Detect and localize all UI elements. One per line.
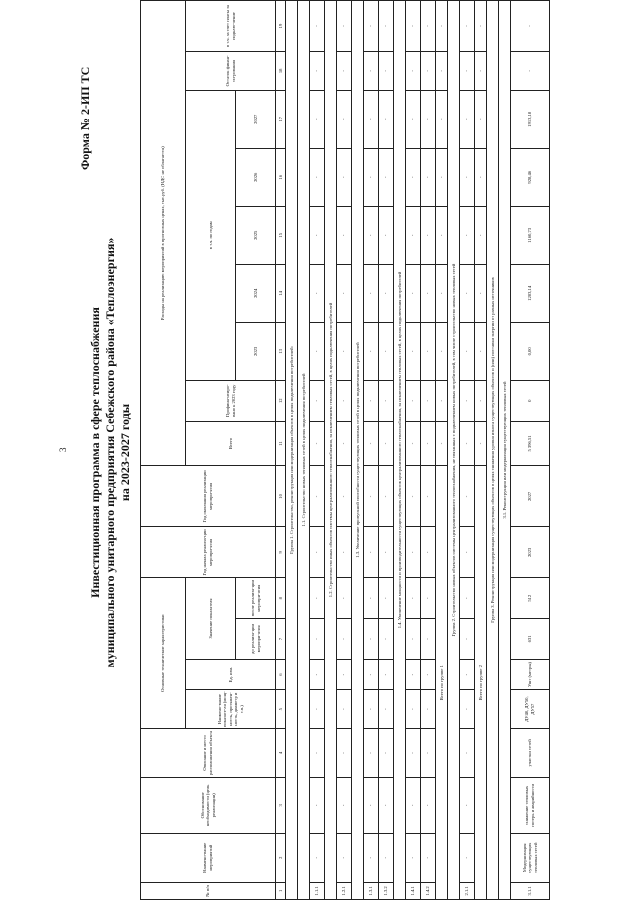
cell: - (364, 206, 379, 264)
cell: - (406, 690, 421, 729)
cell: - (406, 421, 421, 466)
col-name: Наимено-вание мероприятий (141, 833, 276, 882)
cell: - (406, 527, 421, 578)
col-number: 17 (276, 90, 286, 148)
cell: - (379, 264, 394, 322)
cell: - (310, 777, 325, 833)
cell: - (460, 619, 475, 660)
col-tech-name: Наимено-вание показате-ля (мощ-ность, протяжен-ность, диаметр и т.п.) (186, 690, 276, 729)
table-row (511, 1, 550, 900)
table-row (406, 1, 421, 900)
subgroup-3-1-heading: 3.1. Реконструкция или модернизация существующих тепловых сетей (499, 1, 511, 900)
col-remaining: Остаток финан-си-рования (186, 52, 276, 91)
cell: - (379, 729, 394, 778)
measure-2024: 1283,14 (511, 264, 550, 322)
row-number: 1.3.2 (379, 882, 394, 899)
subgroup-1-2-heading: 1.2. Строительство иных объектов системы централизованного теплоснабжения, за исключением тепловых сетей, в целях подключения потребителей (325, 1, 337, 900)
table-row (364, 1, 379, 900)
col-number: 7 (276, 619, 286, 660)
cell: - (310, 578, 325, 619)
cell: - (406, 380, 421, 421)
cell: - (421, 52, 436, 91)
cell: - (310, 833, 325, 882)
cell: - (364, 619, 379, 660)
cell: - (475, 1, 487, 52)
cell: - (406, 52, 421, 91)
group-2-heading: Группа 2. Строительство новых объектов системы централизованного теплоснабжения, не связанных с подключением новых потребителей, в том числе строительство новых тепловых сетей (448, 1, 460, 900)
cell: - (310, 690, 325, 729)
cell: - (460, 777, 475, 833)
cell: - (337, 322, 352, 380)
cell: - (364, 1, 379, 52)
subgroup-1-1-heading: 1.1. Строительство новых тепловых сетей в целях подключения потребителей (298, 1, 310, 900)
cell: - (436, 1, 448, 52)
col-number: 18 (276, 52, 286, 91)
cell: - (436, 90, 448, 148)
cell: - (460, 729, 475, 778)
cell: - (475, 264, 487, 322)
col-number: 2 (276, 833, 286, 882)
cell: - (436, 148, 448, 206)
col-description: Описание и место расположения объекта (141, 729, 276, 778)
col-year-end: Год окончания реализации меропри-ятия (141, 466, 276, 527)
col-2025: 2025 (236, 206, 276, 264)
cell: - (364, 833, 379, 882)
measure-name: Модернизация существующих тепловых сетей (511, 833, 550, 882)
col-year-start: Год начала реализа-ции меропри-ятия (141, 527, 276, 578)
col-number: 6 (276, 659, 286, 690)
measure-2023: 0,00 (511, 322, 550, 380)
cell: - (406, 90, 421, 148)
cell: - (310, 729, 325, 778)
cell: - (436, 421, 448, 466)
column-numbers-row (276, 1, 286, 900)
table-row (460, 1, 475, 900)
cell: - (406, 619, 421, 660)
measure-tech-name: ДУ40, ДУ50, ДУ57 (511, 690, 550, 729)
cell: - (337, 421, 352, 466)
cell: - (421, 466, 436, 527)
cell: - (364, 322, 379, 380)
cell: - (406, 833, 421, 882)
cell: - (379, 466, 394, 527)
table-row (310, 1, 325, 900)
measure-2025: 1160,73 (511, 206, 550, 264)
cell: - (310, 1, 325, 52)
row-number: 1.4.1 (406, 882, 421, 899)
cell: - (460, 52, 475, 91)
cell: - (310, 148, 325, 206)
measure-2026: 928,46 (511, 148, 550, 206)
cell: - (310, 206, 325, 264)
document-title (88, 0, 133, 905)
cell: - (475, 322, 487, 380)
col-number: 12 (276, 380, 286, 421)
measure-after: 512 (511, 578, 550, 619)
cell: - (406, 578, 421, 619)
page-number: 3 (58, 447, 68, 452)
cell: - (364, 90, 379, 148)
col-number: 19 (276, 1, 286, 52)
col-values: Значение показателя (186, 578, 236, 659)
cell: - (337, 264, 352, 322)
cell: - (421, 777, 436, 833)
col-no: № п/п (141, 882, 276, 899)
cell: - (337, 777, 352, 833)
col-costs: Расходы на реализацию мероприятий в прогнозных ценах, тыс.руб. (НДС не облагается) (141, 1, 186, 466)
measure-financed: 0 (511, 380, 550, 421)
col-unit: Ед. изм. (186, 659, 276, 690)
table-row (379, 1, 394, 900)
cell: - (364, 148, 379, 206)
cell: - (421, 527, 436, 578)
cell: - (337, 729, 352, 778)
cell: - (364, 729, 379, 778)
cell: - (406, 148, 421, 206)
cell: - (421, 1, 436, 52)
cell: - (364, 690, 379, 729)
cell: - (379, 659, 394, 690)
cell: - (364, 380, 379, 421)
cell: - (310, 659, 325, 690)
cell: - (460, 264, 475, 322)
col-number: 5 (276, 690, 286, 729)
table-row (421, 1, 436, 900)
total-group-1-label: Всего по группе 1 (436, 466, 448, 900)
cell: - (421, 619, 436, 660)
form-name: Форма № 2-ИП ТС (78, 66, 92, 170)
cell: - (436, 206, 448, 264)
col-number: 13 (276, 322, 286, 380)
cell: - (379, 833, 394, 882)
title-line-3: на 2023-2027 годы (118, 403, 132, 502)
col-financed: Профина-нсиро-вано к 2023 году (186, 380, 276, 421)
investment-table (140, 0, 550, 900)
row-number: 2.1.1 (460, 882, 475, 899)
row-number: 1.2.1 (337, 882, 352, 899)
cell: - (379, 578, 394, 619)
cell: - (364, 659, 379, 690)
cell: - (310, 90, 325, 148)
measure-incl-connection: - (511, 1, 550, 52)
cell: - (337, 1, 352, 52)
cell: - (475, 52, 487, 91)
col-incl-connection: в т.ч. за счет платы за подклю-чение (186, 1, 276, 52)
cell: - (421, 659, 436, 690)
cell: - (406, 466, 421, 527)
cell: - (406, 729, 421, 778)
cell: - (337, 690, 352, 729)
cell: - (421, 148, 436, 206)
cell: - (421, 206, 436, 264)
table-row (475, 1, 487, 900)
cell: - (406, 659, 421, 690)
title-line-1: Инвестиционная программа в сфере теплоснабжения (88, 307, 102, 598)
group-1-heading: Группа 1. Строительство, реконструкция или модернизация объектов в целях подключения потребителей: (286, 1, 298, 900)
cell: - (337, 148, 352, 206)
cell: - (379, 322, 394, 380)
cell: - (406, 206, 421, 264)
group-3-heading: Группа 3. Реконструкция или модернизация существующих объектов в целях снижения уровня износа существующих объектов и (или) поставки энергии от разных источников (487, 1, 499, 900)
cell: - (337, 206, 352, 264)
col-number: 1 (276, 882, 286, 899)
measure-before: 631 (511, 619, 550, 660)
total-group-2-label: Всего по группе 2 (475, 466, 487, 900)
col-number: 4 (276, 729, 286, 778)
cell: - (337, 527, 352, 578)
cell: - (460, 690, 475, 729)
cell: - (421, 380, 436, 421)
col-number: 9 (276, 527, 286, 578)
cell: - (406, 1, 421, 52)
col-number: 11 (276, 421, 286, 466)
col-number: 15 (276, 206, 286, 264)
measure-year-start: 2023 (511, 527, 550, 578)
col-before: до реализа-ции меропри-ятия (236, 619, 276, 660)
row-number: 1.3.1 (364, 882, 379, 899)
cell: - (379, 421, 394, 466)
col-by-years: в т.ч. по годам (186, 90, 236, 380)
cell: - (475, 90, 487, 148)
cell: - (379, 1, 394, 52)
cell: - (460, 466, 475, 527)
cell: - (310, 380, 325, 421)
cell: - (421, 578, 436, 619)
cell: - (460, 380, 475, 421)
cell: - (310, 619, 325, 660)
col-number: 3 (276, 777, 286, 833)
col-tech: Основные технические характеристики (141, 578, 186, 729)
col-number: 14 (276, 264, 286, 322)
cell: - (421, 690, 436, 729)
cell: - (337, 52, 352, 91)
cell: - (406, 322, 421, 380)
cell: - (436, 322, 448, 380)
col-2026: 2026 (236, 148, 276, 206)
cell: - (460, 833, 475, 882)
cell: - (460, 90, 475, 148)
subgroup-1-3-heading: 1.3. Увеличение пропускной способности существующих тепловых сетей в целях подключения потребителей (352, 1, 364, 900)
cell: - (337, 466, 352, 527)
measure-total: 5 396,51 (511, 421, 550, 466)
cell: - (460, 527, 475, 578)
cell: - (379, 380, 394, 421)
cell: - (379, 690, 394, 729)
cell: - (310, 322, 325, 380)
col-number: 16 (276, 148, 286, 206)
cell: - (364, 578, 379, 619)
col-after: после реализа-ции меропри-ятия (236, 578, 276, 619)
cell: - (460, 322, 475, 380)
cell: - (475, 206, 487, 264)
cell: - (406, 264, 421, 322)
measure-2027: 1913,18 (511, 90, 550, 148)
measure-justification: снижение тепловых потерь и аварийности (511, 777, 550, 833)
cell: - (436, 52, 448, 91)
col-number: 8 (276, 578, 286, 619)
cell: - (421, 833, 436, 882)
cell: - (337, 90, 352, 148)
cell: - (310, 264, 325, 322)
cell: - (379, 619, 394, 660)
measure-description: участки сетей (511, 729, 550, 778)
row-number: 1.4.2 (421, 882, 436, 899)
cell: - (436, 380, 448, 421)
cell: - (364, 421, 379, 466)
cell: - (475, 421, 487, 466)
cell: - (364, 264, 379, 322)
cell: - (337, 659, 352, 690)
cell: - (310, 421, 325, 466)
cell: - (379, 52, 394, 91)
col-2023: 2023 (236, 322, 276, 380)
cell: - (337, 619, 352, 660)
cell: - (310, 527, 325, 578)
cell: - (460, 148, 475, 206)
cell: - (310, 52, 325, 91)
cell: - (421, 322, 436, 380)
title-line-2: муниципального унитарного предприятия Себежского района «Теплоэнергия» (103, 237, 117, 668)
cell: - (421, 421, 436, 466)
cell: - (379, 206, 394, 264)
cell: - (364, 466, 379, 527)
table-row (436, 1, 448, 900)
cell: - (406, 777, 421, 833)
cell: - (337, 380, 352, 421)
row-number: 1.1.1 (310, 882, 325, 899)
cell: - (460, 421, 475, 466)
cell: - (337, 833, 352, 882)
cell: - (364, 527, 379, 578)
cell: - (475, 148, 487, 206)
col-justification: Обоснование необходимости (цель реализации) (141, 777, 276, 833)
cell: - (460, 206, 475, 264)
cell: - (421, 729, 436, 778)
measure-remaining: - (511, 52, 550, 91)
subgroup-1-4-heading: 1.4. Увеличение мощности и производительности существующих объектов централизованного теплоснабжения, за исключением тепловых сетей, в целях подключения потребителей (394, 1, 406, 900)
cell: - (364, 777, 379, 833)
cell: - (379, 777, 394, 833)
col-total: Всего (186, 421, 276, 466)
measure-unit: Ушт (метры) (511, 659, 550, 690)
cell: - (460, 578, 475, 619)
cell: - (337, 578, 352, 619)
cell: - (379, 527, 394, 578)
cell: - (421, 264, 436, 322)
cell: - (475, 380, 487, 421)
cell: - (436, 264, 448, 322)
cell: - (379, 148, 394, 206)
cell: - (460, 659, 475, 690)
measure-year-end: 2027 (511, 466, 550, 527)
cell: - (364, 52, 379, 91)
cell: - (460, 1, 475, 52)
table-row (337, 1, 352, 900)
row-number: 3.1.1 (511, 882, 550, 899)
col-number: 10 (276, 466, 286, 527)
col-2027: 2027 (236, 90, 276, 148)
cell: - (310, 466, 325, 527)
cell: - (421, 90, 436, 148)
cell: - (379, 90, 394, 148)
col-2024: 2024 (236, 264, 276, 322)
